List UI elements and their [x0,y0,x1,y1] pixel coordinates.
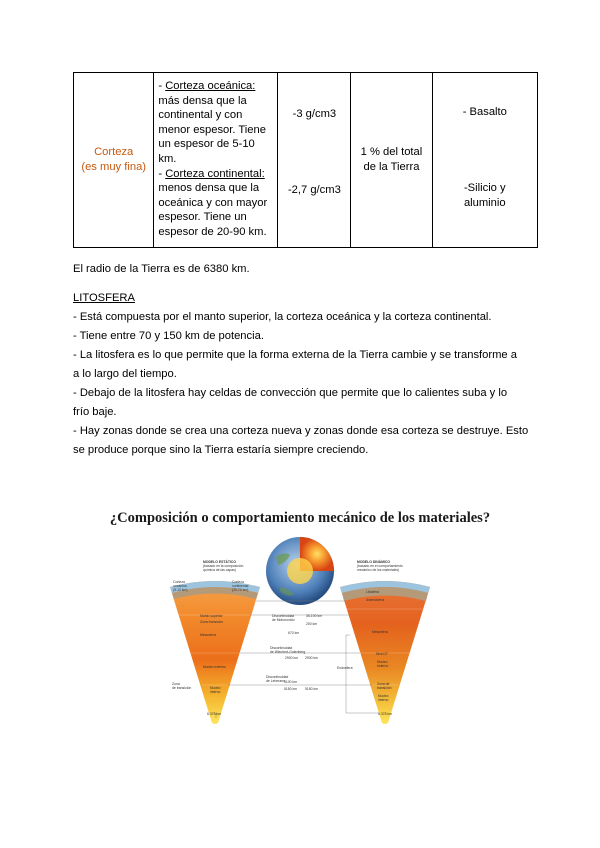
litosfera-line: frío baje. [73,406,117,418]
left-label: continental [232,584,249,588]
right-label: Litosfera [366,590,380,594]
static-model-label: MODELO ESTÁTICO [203,560,236,564]
dynamic-model-sublabel: mecánico de los materiales) [357,568,400,572]
oceanic-line: un espesor de 5-10 [158,138,255,151]
center-label: de Wiechert-Gutenberg [270,650,306,654]
left-label: Núcleo externo [203,665,226,669]
row-label-cell [74,73,154,248]
continental-line: oceánica y con mayor [158,196,268,209]
litosfera-line: se produce porque sino la Tierra estaría siempre creciendo. [73,444,369,456]
right-label: transición [377,686,392,690]
left-label: Zona transición [200,620,224,624]
static-model-sublabel: química de las capas) [203,568,236,572]
litosfera-line: - Tiene entre 70 y 150 km de potencia. [73,330,264,342]
center-label: 2900 km [305,656,319,660]
center-label: Discontinuidad [272,614,295,618]
continental-title: Corteza continental: [165,167,265,180]
litosfera-heading: LITOSFERA [73,292,135,304]
description-cell: - Corteza oceánica: más densa que la continental y con menor espesor. Tiene un espesor de 5-10 km. - Corteza continental: menos densa que la oceánica y con mayor espesor. Tiene un espesor de 20-90 km. [154,73,278,248]
percent-line: de la Tierra [363,161,420,173]
right-label: Endosfera [337,666,353,670]
left-label: oceánica [173,584,187,588]
center-label: 35-100 km [306,614,323,618]
center-label: 6.378 km [378,712,392,716]
table-row [74,73,538,248]
percent-cell [351,73,432,248]
right-label: Núcleo [377,660,388,664]
center-label: 2900 km [285,656,299,660]
right-label: Nivel D'' [376,652,389,656]
litosfera-line: - Está compuesta por el manto superior, la corteza oceánica y la corteza continental. [73,311,492,323]
dynamic-model-label: MODELO DINÁMICO [357,560,390,564]
oceanic-line: más densa que la [158,94,247,107]
earth-layers-table [73,72,538,248]
composition-cell [432,73,537,248]
litosfera-line: - Hay zonas donde se crea una corteza nueva y zonas donde esa corteza se destruye. Esto [73,425,529,437]
center-label: 670 km [288,631,300,635]
right-label: Núcleo [378,694,389,698]
density-cell [278,73,351,248]
static-model-sublabel: (basado en la composición [203,564,244,568]
left-label: interno [210,690,221,694]
right-label: Astenosfera [366,598,385,602]
composition-aluminio: aluminio [463,196,506,209]
left-label: Corteza [232,580,244,584]
continental-line: espesor. Tiene un [158,211,247,224]
center-label: 5100 km [284,680,298,684]
left-label: Núcleo [210,686,221,690]
right-label: Mesosfera [372,630,388,634]
row-label: Corteza [94,146,134,159]
composition-basalto: - Basalto [462,106,507,118]
left-label: Manto superior [200,614,223,618]
center-label: 200 km [306,622,318,626]
dynamic-model-sublabel: (basado en el comportamiento [357,564,403,568]
litosfera-line: - La litosfera es lo que permite que la forma externa de la Tierra cambie y se transforme a [73,349,517,361]
oceanic-title: Corteza oceánica: [165,80,256,92]
density-continental: -2,7 g/cm3 [287,184,341,196]
percent-line: 1 % del total [360,146,423,159]
composition-silicio: -Silicio y [463,182,506,194]
center-label: de Lehmann [266,679,285,683]
static-model-cone [170,581,260,724]
left-label: Corteza [173,580,185,584]
litosfera-line: - Debajo de la litosfera hay celdas de convección que permite que lo calientes suba y lo [73,387,508,399]
figure-title: ¿Composición o comportamiento mecánico de los materiales? [109,510,491,526]
oceanic-line: menor espesor. Tiene [158,123,266,136]
oceanic-line: km. [158,152,177,165]
density-oceanic: -3 g/cm3 [292,108,337,120]
right-label: externo [377,664,389,668]
radius-text: El radio de la Tierra es de 6380 km. [73,263,250,275]
left-label: (5-10 km) [173,588,188,592]
center-label: Discontinuidad [270,646,293,650]
earth-layers-figure [150,535,450,725]
litosfera-line: a lo largo del tiempo. [73,368,177,380]
center-label: de Mohorovicic [272,618,295,622]
row-label-note: (es muy fina) [81,161,147,173]
right-label: interno [378,698,389,702]
left-label: Zona [172,682,180,686]
continental-line: menos densa que la [158,182,260,195]
center-label: 5150 km [305,687,319,691]
center-label: 5150 km [284,687,298,691]
left-label: Mesosfera [200,633,216,637]
left-label: (20-70 km) [232,588,249,592]
earth-globe-icon [266,537,334,605]
oceanic-line: continental y con [158,109,243,122]
continental-line: espesor de 20-90 km. [158,225,267,238]
center-label: 6.378 km [207,712,221,716]
left-label: de transición [172,686,192,690]
center-label: Discontinuidad [266,675,289,679]
right-label: Zona de [377,682,390,686]
